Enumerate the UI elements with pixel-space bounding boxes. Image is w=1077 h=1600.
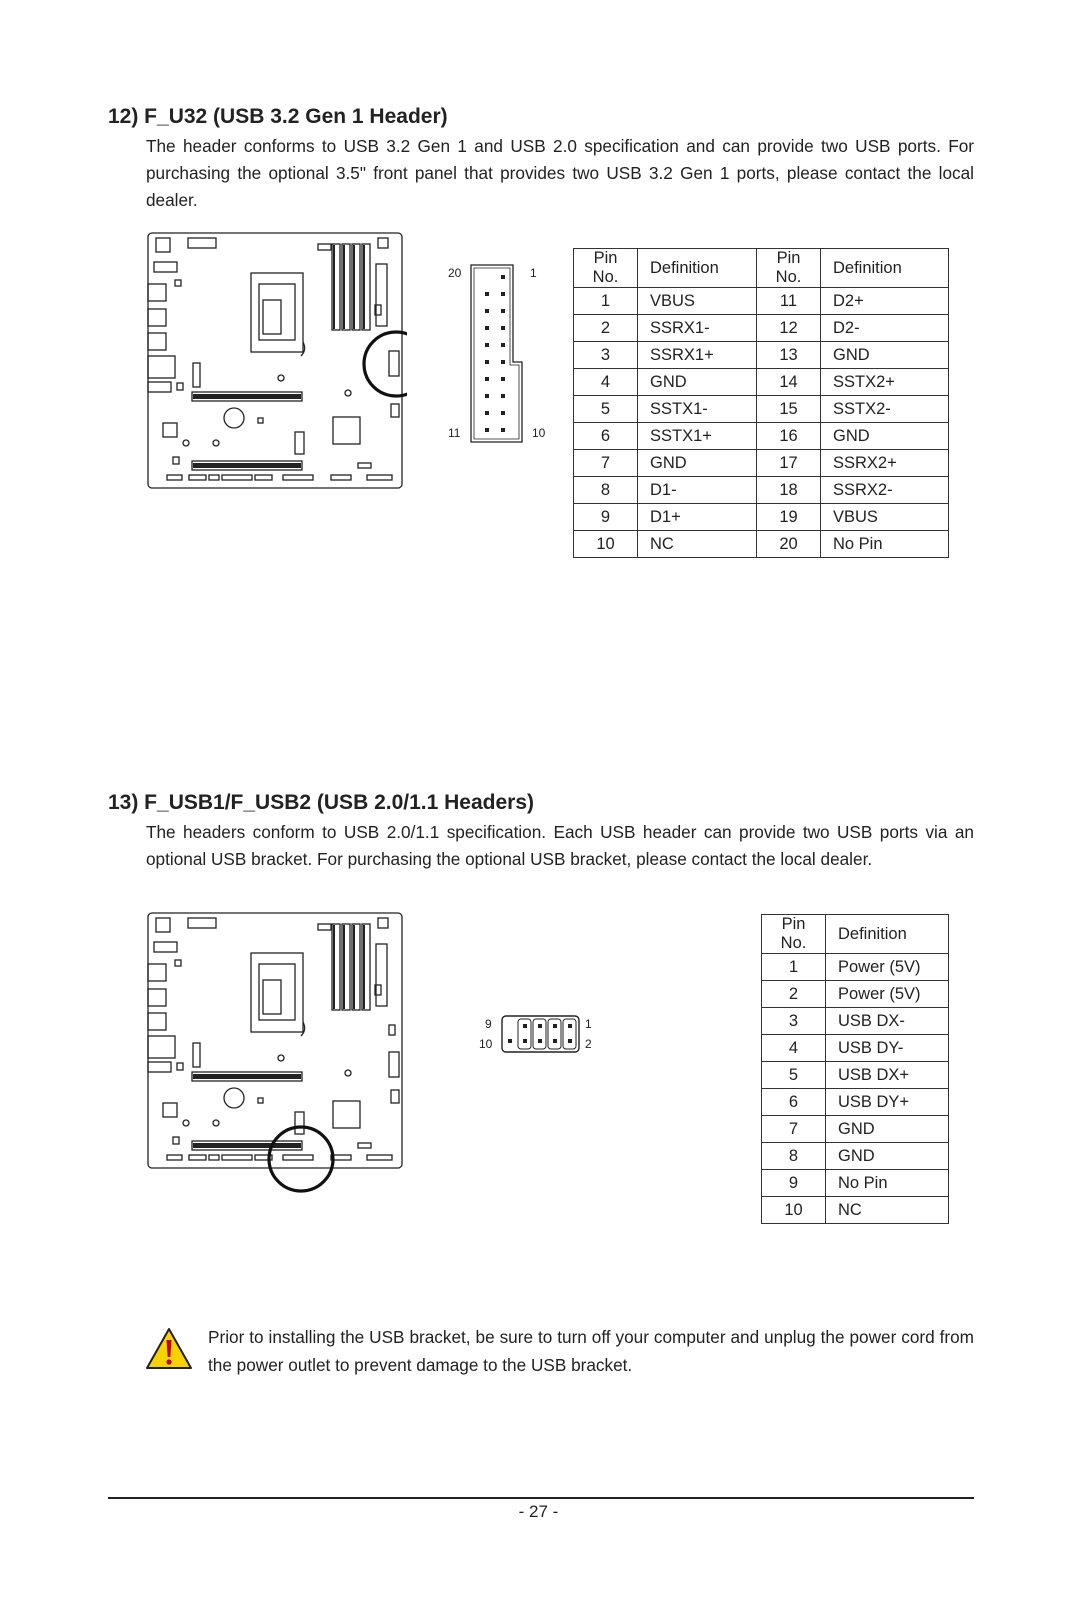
pin-label-1: 1	[530, 266, 537, 280]
pin-number: 1	[762, 954, 826, 981]
pin-definition: SSTX2+	[821, 369, 949, 396]
page-number: - 27 -	[518, 1502, 559, 1521]
table-row	[574, 342, 949, 369]
column-header: Definition	[821, 249, 949, 288]
footer-divider	[108, 1497, 974, 1499]
table-row	[574, 396, 949, 423]
pin-definition: NC	[826, 1197, 949, 1224]
pin-definition: SSTX2-	[821, 396, 949, 423]
column-header: Definition	[826, 915, 949, 954]
f-usb-pin-table	[761, 914, 949, 1224]
table-header-row	[574, 249, 949, 288]
pin-definition: SSTX1-	[638, 396, 757, 423]
table-row	[762, 981, 949, 1008]
column-header: Pin No.	[762, 915, 826, 954]
table-row	[762, 1170, 949, 1197]
section-12-title: 12) F_U32 (USB 3.2 Gen 1 Header)	[108, 105, 448, 128]
table-row	[762, 954, 949, 981]
table-row	[574, 288, 949, 315]
pin-definition: GND	[826, 1143, 949, 1170]
pin-label-9: 9	[485, 1017, 492, 1031]
table-row	[574, 531, 949, 558]
pin-number: 1	[574, 288, 638, 315]
table-header-row	[762, 915, 949, 954]
table-row	[762, 1008, 949, 1035]
section-13-description: The headers conform to USB 2.0/1.1 specification. Each USB header can provide two USB ports via an optional USB bracket. For purchasing the optional USB bracket, please contact the local dealer.	[146, 822, 974, 869]
pin-definition: SSRX2+	[821, 450, 949, 477]
pin-definition: VBUS	[821, 504, 949, 531]
pin-definition: GND	[821, 342, 949, 369]
table-row	[762, 1035, 949, 1062]
pin-definition: Power (5V)	[826, 954, 949, 981]
pin-number: 4	[574, 369, 638, 396]
pin-definition: No Pin	[821, 531, 949, 558]
pin-number: 7	[762, 1116, 826, 1143]
pin-number: 9	[574, 504, 638, 531]
f-u32-pin-table	[573, 248, 949, 558]
pin-number: 2	[574, 315, 638, 342]
column-header: Pin No.	[574, 249, 638, 288]
pin-definition: USB DX+	[826, 1062, 949, 1089]
section-12-description: The header conforms to USB 3.2 Gen 1 and USB 2.0 specification and can provide two USB ports. For purchasing the optional 3.5" front panel that provides two USB 3.2 Gen 1 ports, please contact the local dealer.	[146, 136, 974, 210]
pin-label-10: 10	[479, 1037, 493, 1051]
pin-label-1: 1	[585, 1017, 592, 1031]
pin-definition: GND	[826, 1116, 949, 1143]
pin-number: 17	[757, 450, 821, 477]
header-location-circle	[364, 332, 407, 396]
pin-definition: SSRX2-	[821, 477, 949, 504]
pin-number: 8	[574, 477, 638, 504]
pin-number: 4	[762, 1035, 826, 1062]
pin-number: 5	[762, 1062, 826, 1089]
pin-definition: D2-	[821, 315, 949, 342]
pin-definition: D1-	[638, 477, 757, 504]
pin-number: 16	[757, 423, 821, 450]
pin-number: 3	[574, 342, 638, 369]
pin-definition: SSRX1-	[638, 315, 757, 342]
pin-label-10: 10	[532, 426, 546, 440]
table-row	[762, 1197, 949, 1224]
table-row	[762, 1116, 949, 1143]
column-header: Definition	[638, 249, 757, 288]
caution-text: Prior to installing the USB bracket, be sure to turn off your computer and unplug the power cord from the power outlet to prevent damage to the USB bracket.	[208, 1327, 974, 1375]
pin-number: 11	[757, 288, 821, 315]
pin-definition: GND	[638, 369, 757, 396]
pin-number: 18	[757, 477, 821, 504]
pin-definition: Power (5V)	[826, 981, 949, 1008]
pin-number: 12	[757, 315, 821, 342]
pin-number: 13	[757, 342, 821, 369]
table-row	[574, 423, 949, 450]
pin-definition: USB DY-	[826, 1035, 949, 1062]
pin-definition: SSTX1+	[638, 423, 757, 450]
usb2-header-pins	[501, 1014, 581, 1054]
section-13-title: 13) F_USB1/F_USB2 (USB 2.0/1.1 Headers)	[108, 791, 534, 814]
table-row	[574, 369, 949, 396]
table-row	[762, 1089, 949, 1116]
pin-number: 10	[574, 531, 638, 558]
pin-definition: USB DY+	[826, 1089, 949, 1116]
pin-definition: D1+	[638, 504, 757, 531]
table-row	[762, 1062, 949, 1089]
motherboard-diagram-f-usb	[145, 912, 407, 1198]
motherboard-diagram-f-u32	[145, 232, 407, 524]
pin-definition: No Pin	[826, 1170, 949, 1197]
pin-number: 8	[762, 1143, 826, 1170]
usb3-header-pins	[470, 264, 524, 444]
pin-definition: SSRX1+	[638, 342, 757, 369]
pin-number: 2	[762, 981, 826, 1008]
table-row	[574, 504, 949, 531]
pin-definition: NC	[638, 531, 757, 558]
pin-label-11: 11	[448, 426, 461, 440]
pin-definition: D2+	[821, 288, 949, 315]
table-row	[762, 1143, 949, 1170]
pin-number: 19	[757, 504, 821, 531]
pin-number: 10	[762, 1197, 826, 1224]
table-row	[574, 315, 949, 342]
pin-number: 9	[762, 1170, 826, 1197]
header-location-circle	[269, 1127, 333, 1191]
table-row	[574, 477, 949, 504]
pin-label-20: 20	[448, 266, 462, 280]
pin-number: 14	[757, 369, 821, 396]
column-header: Pin No.	[757, 249, 821, 288]
table-row	[574, 450, 949, 477]
pin-number: 6	[762, 1089, 826, 1116]
pin-number: 15	[757, 396, 821, 423]
pin-number: 6	[574, 423, 638, 450]
pin-definition: GND	[821, 423, 949, 450]
pin-number: 3	[762, 1008, 826, 1035]
pin-number: 20	[757, 531, 821, 558]
pin-number: 5	[574, 396, 638, 423]
pin-label-2: 2	[585, 1037, 592, 1051]
pin-definition: USB DX-	[826, 1008, 949, 1035]
warning-triangle-icon	[145, 1327, 193, 1371]
pin-number: 7	[574, 450, 638, 477]
pin-definition: GND	[638, 450, 757, 477]
pin-definition: VBUS	[638, 288, 757, 315]
